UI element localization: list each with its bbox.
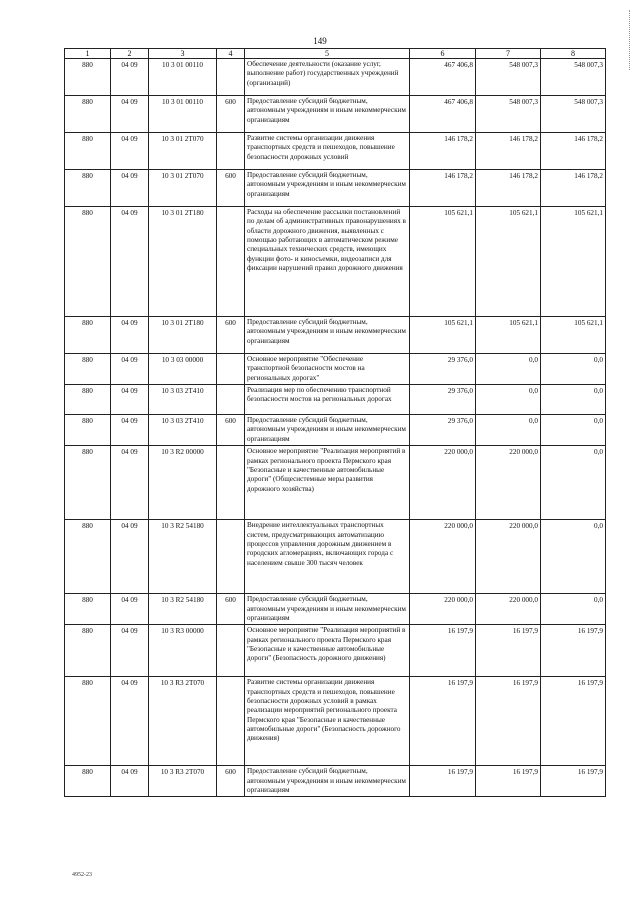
target-article-code: 10 3 01 2Т180 (149, 317, 217, 354)
column-header: 7 (476, 49, 541, 59)
amount-col-8: 0,0 (541, 520, 606, 594)
item-name: Предоставление субсидий бюджетным, автономным учреждениям и иным некоммерческим организациям (245, 594, 410, 625)
item-name: Предоставление субсидий бюджетным, автономным учреждениям и иным некоммерческим организациям (245, 317, 410, 354)
amount-col-6: 146 178,2 (410, 170, 476, 207)
amount-col-6: 16 197,9 (410, 677, 476, 766)
section-code: 04 09 (111, 59, 149, 96)
section-code: 04 09 (111, 317, 149, 354)
amount-col-7: 146 178,2 (476, 133, 541, 170)
section-code: 04 09 (111, 520, 149, 594)
section-code: 04 09 (111, 766, 149, 797)
column-header: 8 (541, 49, 606, 59)
expense-type-code (217, 59, 245, 96)
amount-col-7: 0,0 (476, 354, 541, 385)
item-name: Внедрение интеллектуальных транспортных систем, предусматривающих автоматизацию процессов управления дорожным движением в городских агломерациях, включающих города с населением свыше 300 тысяч человек (245, 520, 410, 594)
section-code: 04 09 (111, 415, 149, 446)
amount-col-7: 548 007,3 (476, 96, 541, 133)
expense-type-code: 600 (217, 96, 245, 133)
amount-col-6: 220 000,0 (410, 446, 476, 520)
table-row (65, 385, 606, 415)
amount-col-7: 105 621,1 (476, 317, 541, 354)
item-name: Предоставление субсидий бюджетным, автономным учреждениям и иным некоммерческим организациям (245, 415, 410, 446)
document-code: 4952-23 (72, 872, 92, 878)
expense-type-code (217, 677, 245, 766)
table-row (65, 133, 606, 170)
section-code: 04 09 (111, 594, 149, 625)
amount-col-6: 29 376,0 (410, 354, 476, 385)
gov-department-code: 880 (65, 207, 111, 317)
amount-col-8: 0,0 (541, 354, 606, 385)
amount-col-7: 0,0 (476, 415, 541, 446)
gov-department-code: 880 (65, 96, 111, 133)
column-header: 6 (410, 49, 476, 59)
gov-department-code: 880 (65, 59, 111, 96)
expense-type-code (217, 520, 245, 594)
amount-col-7: 16 197,9 (476, 677, 541, 766)
item-name: Основное мероприятие "Обеспечение транспортной безопасности мостов на региональных дорогах" (245, 354, 410, 385)
target-article-code: 10 3 01 2Т070 (149, 133, 217, 170)
amount-col-6: 220 000,0 (410, 594, 476, 625)
amount-col-6: 220 000,0 (410, 520, 476, 594)
amount-col-6: 467 406,8 (410, 59, 476, 96)
amount-col-6: 16 197,9 (410, 766, 476, 797)
amount-col-7: 16 197,9 (476, 766, 541, 797)
gov-department-code: 880 (65, 317, 111, 354)
column-header: 2 (111, 49, 149, 59)
amount-col-8: 548 007,3 (541, 96, 606, 133)
expense-type-code (217, 207, 245, 317)
amount-col-7: 220 000,0 (476, 446, 541, 520)
gov-department-code: 880 (65, 170, 111, 207)
table-row (65, 520, 606, 594)
amount-col-8: 0,0 (541, 415, 606, 446)
amount-col-7: 146 178,2 (476, 170, 541, 207)
amount-col-6: 29 376,0 (410, 385, 476, 415)
section-code: 04 09 (111, 446, 149, 520)
item-name: Реализация мер по обеспечению транспортной безопасности мостов на региональных дорогах (245, 385, 410, 415)
section-code: 04 09 (111, 133, 149, 170)
section-code: 04 09 (111, 677, 149, 766)
gov-department-code: 880 (65, 385, 111, 415)
item-name: Предоставление субсидий бюджетным, автономным учреждениям и иным некоммерческим организациям (245, 766, 410, 797)
section-code: 04 09 (111, 354, 149, 385)
column-header: 1 (65, 49, 111, 59)
gov-department-code: 880 (65, 677, 111, 766)
item-name: Основное мероприятие "Реализация мероприятий в рамках регионального проекта Пермского края "Безопасные и качественные автомобильные дороги" (Общесистемные меры развития дорожного хозяйства) (245, 446, 410, 520)
item-name: Развитие системы организации движения транспортных средств и пешеходов, повышение безопасности дорожных условий (245, 133, 410, 170)
budget-table (64, 48, 606, 797)
gov-department-code: 880 (65, 354, 111, 385)
amount-col-6: 146 178,2 (410, 133, 476, 170)
amount-col-8: 16 197,9 (541, 677, 606, 766)
amount-col-8: 0,0 (541, 385, 606, 415)
amount-col-6: 29 376,0 (410, 415, 476, 446)
expense-type-code: 600 (217, 170, 245, 207)
amount-col-8: 0,0 (541, 446, 606, 520)
item-name: Обеспечение деятельности (оказание услуг, выполнение работ) государственных учреждений (организаций) (245, 59, 410, 96)
target-article-code: 10 3 03 2Т410 (149, 385, 217, 415)
table-row (65, 625, 606, 677)
amount-col-6: 467 406,8 (410, 96, 476, 133)
expense-type-code (217, 446, 245, 520)
table-row (65, 59, 606, 96)
target-article-code: 10 3 01 00110 (149, 96, 217, 133)
table-row (65, 170, 606, 207)
table-row (65, 354, 606, 385)
table-row (65, 677, 606, 766)
amount-col-8: 105 621,1 (541, 317, 606, 354)
table-body (65, 59, 606, 797)
target-article-code: 10 3 03 00000 (149, 354, 217, 385)
section-code: 04 09 (111, 96, 149, 133)
amount-col-7: 220 000,0 (476, 594, 541, 625)
amount-col-8: 16 197,9 (541, 766, 606, 797)
section-code: 04 09 (111, 207, 149, 317)
amount-col-7: 548 007,3 (476, 59, 541, 96)
item-name: Расходы на обеспечение рассылки постановлений по делам об административных правонарушениях в области дорожного движения, выявленных с помощью работающих в автоматическом режиме специальных технических средств, имеющих функции фото- и киносъемки, видеозаписи для фиксации нарушений правил дорожного движения (245, 207, 410, 317)
expense-type-code: 600 (217, 766, 245, 797)
item-name: Предоставление субсидий бюджетным, автономным учреждениям и иным некоммерческим организациям (245, 170, 410, 207)
expense-type-code: 600 (217, 415, 245, 446)
table-row (65, 415, 606, 446)
gov-department-code: 880 (65, 625, 111, 677)
gov-department-code: 880 (65, 133, 111, 170)
amount-col-6: 105 621,1 (410, 317, 476, 354)
table-row (65, 766, 606, 797)
expense-type-code (217, 133, 245, 170)
section-code: 04 09 (111, 625, 149, 677)
gov-department-code: 880 (65, 520, 111, 594)
amount-col-6: 105 621,1 (410, 207, 476, 317)
item-name: Развитие системы организации движения транспортных средств и пешеходов, повышение безопасности дорожных условий в рамках реализации мероприятий регионального проекта Пермского края "Безопасные и качественные автомобильные дороги" (Безопасность дорожного движения) (245, 677, 410, 766)
item-name: Основное мероприятие "Реализация мероприятий в рамках регионального проекта Пермского края "Безопасные и качественные автомобильные дороги" (Безопасность дорожного движения) (245, 625, 410, 677)
target-article-code: 10 3 R2 54180 (149, 594, 217, 625)
target-article-code: 10 3 R3 2Т070 (149, 766, 217, 797)
page-number: 149 (313, 36, 327, 46)
gov-department-code: 880 (65, 415, 111, 446)
expense-type-code: 600 (217, 317, 245, 354)
target-article-code: 10 3 R3 00000 (149, 625, 217, 677)
target-article-code: 10 3 R3 2Т070 (149, 677, 217, 766)
table-row (65, 317, 606, 354)
target-article-code: 10 3 01 2Т180 (149, 207, 217, 317)
amount-col-6: 16 197,9 (410, 625, 476, 677)
section-code: 04 09 (111, 385, 149, 415)
gov-department-code: 880 (65, 446, 111, 520)
target-article-code: 10 3 01 00110 (149, 59, 217, 96)
target-article-code: 10 3 03 2Т410 (149, 415, 217, 446)
amount-col-8: 548 007,3 (541, 59, 606, 96)
table-row (65, 96, 606, 133)
table-row (65, 207, 606, 317)
target-article-code: 10 3 R2 54180 (149, 520, 217, 594)
expense-type-code (217, 625, 245, 677)
section-code: 04 09 (111, 170, 149, 207)
amount-col-7: 0,0 (476, 385, 541, 415)
column-header: 3 (149, 49, 217, 59)
column-header: 5 (245, 49, 410, 59)
amount-col-7: 16 197,9 (476, 625, 541, 677)
item-name: Предоставление субсидий бюджетным, автономным учреждениям и иным некоммерческим организациям (245, 96, 410, 133)
expense-type-code (217, 354, 245, 385)
amount-col-8: 146 178,2 (541, 170, 606, 207)
amount-col-8: 0,0 (541, 594, 606, 625)
amount-col-8: 16 197,9 (541, 625, 606, 677)
column-number-row (65, 49, 606, 59)
expense-type-code (217, 385, 245, 415)
expense-type-code: 600 (217, 594, 245, 625)
amount-col-7: 220 000,0 (476, 520, 541, 594)
amount-col-8: 146 178,2 (541, 133, 606, 170)
gov-department-code: 880 (65, 594, 111, 625)
table-row (65, 594, 606, 625)
table-row (65, 446, 606, 520)
target-article-code: 10 3 01 2Т070 (149, 170, 217, 207)
amount-col-8: 105 621,1 (541, 207, 606, 317)
gov-department-code: 880 (65, 766, 111, 797)
column-header: 4 (217, 49, 245, 59)
amount-col-7: 105 621,1 (476, 207, 541, 317)
target-article-code: 10 3 R2 00000 (149, 446, 217, 520)
